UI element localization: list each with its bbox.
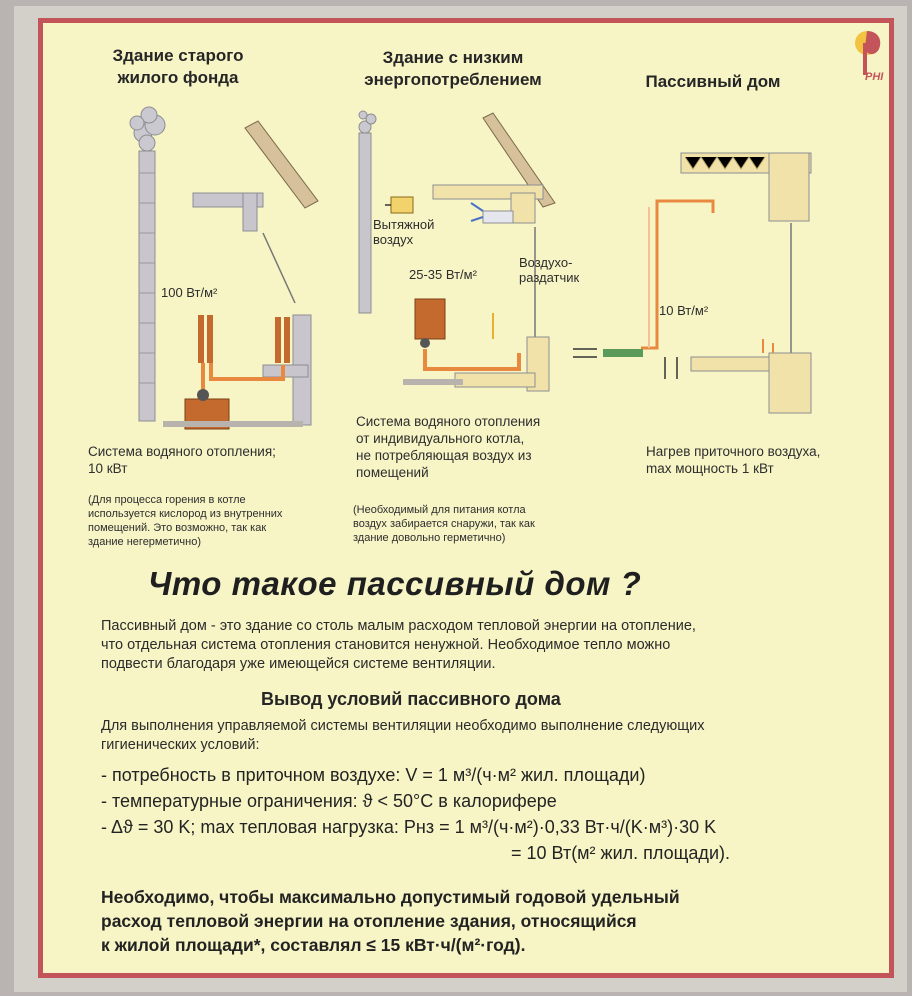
caption-line: max мощность 1 кВт — [646, 461, 774, 476]
caption-line: Система водяного отопления — [356, 414, 541, 429]
conditions-lead — [101, 717, 881, 755]
conclusion — [101, 885, 891, 957]
caption-line: Нагрев приточного воздуха, — [646, 444, 821, 459]
intro-line: что отдельная система отопления становится ненужной. Необходимое тепло можно — [101, 637, 671, 653]
note-low — [353, 503, 613, 545]
main-title: Что такое пассивный дом ? — [148, 565, 642, 602]
power-label-low: 25-35 Вт/м² — [409, 267, 477, 282]
caption-low — [356, 413, 606, 481]
label-line: раздатчик — [519, 270, 580, 285]
note-line: здание негерметично) — [88, 536, 202, 548]
power-label-old: 100 Вт/м² — [161, 285, 218, 300]
caption-line: помещений — [356, 465, 429, 480]
phi-logo-text: PHI — [865, 71, 884, 83]
label-line: Воздухо- — [519, 255, 573, 270]
title-line: энергопотреблением — [364, 70, 542, 89]
condition-item-continued: = 10 Вт(м² жил. площади). — [511, 843, 730, 863]
caption-passive — [646, 443, 886, 477]
note-line: воздух забирается снаружи, так как — [353, 518, 535, 530]
column-title-low-energy — [338, 47, 568, 91]
diffuser-label — [519, 255, 579, 285]
title-line: Здание с низким — [382, 48, 524, 67]
column-title-old-building — [88, 45, 268, 89]
intro-line: Пассивный дом - это здание со столь малым расходом тепловой энергии на отопление, — [101, 618, 696, 634]
note-line: (Для процесса горения в котле — [88, 494, 246, 506]
lead-line: гигиенических условий: — [101, 737, 260, 753]
note-old — [88, 493, 348, 549]
title-line: Здание старого — [112, 46, 244, 65]
page-background — [14, 6, 907, 992]
condition-item: - температурные ограничения: ϑ < 50°C в калорифере — [101, 791, 557, 811]
poster-frame — [38, 18, 894, 978]
lead-line: Для выполнения управляемой системы вентиляции необходимо выполнение следующих — [101, 718, 705, 734]
intro-paragraph — [101, 617, 881, 674]
smoke-icon — [130, 107, 165, 151]
label-line: воздух — [373, 232, 414, 247]
phi-logo-icon — [843, 27, 889, 77]
caption-line: Система водяного отопления; — [88, 444, 276, 459]
conclusion-line: Необходимо, чтобы максимально допустимый годовой удельный — [101, 887, 680, 907]
caption-line: от индивидуального котла, — [356, 431, 525, 446]
condition-item: - потребность в приточном воздухе: V = 1 м³/(ч·м² жил. площади) — [101, 765, 646, 785]
phi-logo — [843, 27, 889, 89]
title-line: Пассивный дом — [645, 72, 781, 91]
exhaust-air-label — [373, 217, 434, 247]
smoke-icon — [359, 111, 376, 133]
diagram-old-building — [103, 103, 323, 433]
conclusion-line: расход тепловой энергии на отопление здания, относящийся — [101, 911, 637, 931]
condition-item: - Δϑ = 30 K; max тепловая нагрузка: Pнз = 1 м³/(ч·м²)·0,33 Вт·ч/(K·м³)·30 K — [101, 817, 717, 837]
diagram-passive — [573, 143, 833, 423]
intro-line: подвести благодаря уже имеющейся системе вентиляции. — [101, 656, 496, 672]
conclusion-line: к жилой площади*, составлял ≤ 15 кВт·ч/(м²·год). — [101, 935, 526, 955]
conditions-heading: Вывод условий пассивного дома — [261, 689, 561, 709]
note-line: используется кислород из внутренних — [88, 508, 283, 520]
caption-line: 10 кВт — [88, 461, 128, 476]
caption-line: не потребляющая воздух из — [356, 448, 532, 463]
label-line: Вытяжной — [373, 217, 435, 232]
caption-old — [88, 443, 348, 477]
column-title-passive — [618, 71, 808, 93]
diagram-low-energy — [343, 103, 573, 393]
note-line: помещений. Это возможно, так как — [88, 522, 267, 534]
title-line: жилого фонда — [117, 68, 239, 87]
note-line: здание довольно герметично) — [353, 532, 506, 544]
note-line: (Необходимый для питания котла — [353, 504, 526, 516]
power-label-passive: 10 Вт/м² — [659, 303, 709, 318]
